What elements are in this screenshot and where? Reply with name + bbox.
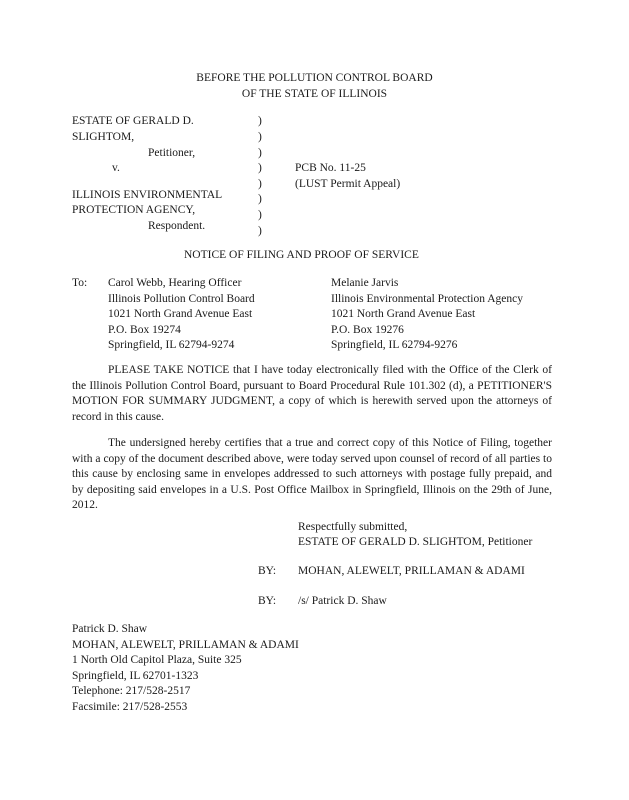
respondent-name-line-1: ILLINOIS ENVIRONMENTAL xyxy=(72,189,223,201)
contact-line: Patrick D. Shaw xyxy=(72,623,148,635)
recipient-left-line: P.O. Box 19274 xyxy=(108,324,181,336)
caption-paren: ) xyxy=(258,162,262,174)
caption-paren: ) xyxy=(258,193,262,205)
petitioner-name-line-2: SLIGHTOM, xyxy=(72,131,135,143)
recipient-right-line: P.O. Box 19276 xyxy=(331,324,404,336)
recipient-right-line: Melanie Jarvis xyxy=(331,277,399,289)
notice-paragraph xyxy=(72,363,552,425)
contact-line: MOHAN, ALEWELT, PRILLAMAN & ADAMI xyxy=(72,639,299,651)
certification-paragraph xyxy=(72,436,552,514)
caption-paren: ) xyxy=(258,225,262,237)
recipient-left-line: Carol Webb, Hearing Officer xyxy=(108,277,242,289)
recipient-right-line: Springfield, IL 62794-9276 xyxy=(331,339,458,351)
caption-paren: ) xyxy=(258,209,262,221)
to-label: To: xyxy=(72,277,88,289)
contact-line: Facsimile: 217/528-2553 xyxy=(72,701,188,713)
petitioner-name-line-1: ESTATE OF GERALD D. xyxy=(72,115,194,127)
respondent-name-line-2: PROTECTION AGENCY, xyxy=(72,204,196,216)
recipient-right-line: Illinois Environmental Protection Agency xyxy=(331,293,523,305)
notice-paragraph-text: PLEASE TAKE NOTICE that I have today electronically filed with the Office of the Clerk of the Illinois Pollution Control Board, pursuant to Board Procedural Rule 101.302 (d), a PETITIONER'S MOTION FOR SUMMARY JUDGMENT, a copy of which is herewith served upon the attorneys of record in this cause. xyxy=(72,364,552,423)
caption-paren: ) xyxy=(258,131,262,143)
contact-line: Springfield, IL 62701-1323 xyxy=(72,670,199,682)
petitioner-role: Petitioner, xyxy=(148,147,196,159)
contact-line: Telephone: 217/528-2517 xyxy=(72,685,191,697)
case-number: PCB No. 11-25 xyxy=(295,162,366,174)
recipient-left-line: Springfield, IL 62794-9274 xyxy=(108,339,235,351)
notice-title: NOTICE OF FILING AND PROOF OF SERVICE xyxy=(184,249,419,261)
caption-paren: ) xyxy=(258,178,262,190)
heading-line-2: OF THE STATE OF ILLINOIS xyxy=(241,88,388,100)
signing-party: ESTATE OF GERALD D. SLIGHTOM, Petitioner xyxy=(298,536,533,548)
respondent-role: Respondent. xyxy=(148,220,206,232)
by-label: BY: xyxy=(258,565,277,577)
case-type: (LUST Permit Appeal) xyxy=(295,178,401,190)
firm-name: MOHAN, ALEWELT, PRILLAMAN & ADAMI xyxy=(298,565,525,577)
caption-paren: ) xyxy=(258,115,262,127)
certification-paragraph-text: The undersigned hereby certifies that a true and correct copy of this Notice of Filing, together with a copy of the document described above, were today served upon counsel of record of all parties to this cause by enclosing same in envelopes addressed to such attorneys with postage fully prepaid, and by depositing said envelopes in a U.S. Post Office Mailbox in Springfield, Illinois on the 29th of June, 2012. xyxy=(72,437,552,511)
versus: v. xyxy=(112,162,120,174)
electronic-signature: /s/ Patrick D. Shaw xyxy=(298,595,387,607)
contact-line: 1 North Old Capitol Plaza, Suite 325 xyxy=(72,654,242,666)
by-label: BY: xyxy=(258,595,277,607)
closing: Respectfully submitted, xyxy=(298,521,408,533)
heading-line-1: BEFORE THE POLLUTION CONTROL BOARD xyxy=(196,72,433,84)
recipient-left-line: Illinois Pollution Control Board xyxy=(108,293,255,305)
recipient-right-line: 1021 North Grand Avenue East xyxy=(331,308,476,320)
caption-paren: ) xyxy=(258,147,262,159)
recipient-left-line: 1021 North Grand Avenue East xyxy=(108,308,253,320)
